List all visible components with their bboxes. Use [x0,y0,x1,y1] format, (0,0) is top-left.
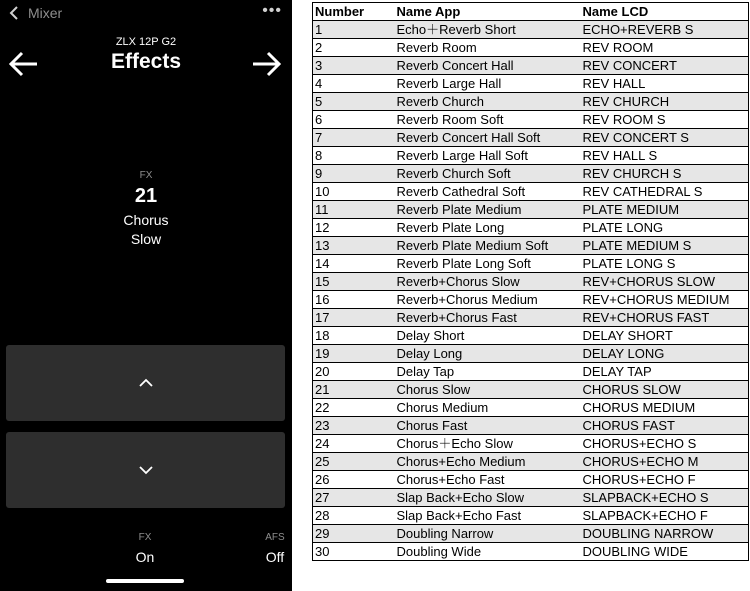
cell-name-app: Reverb Plate Long Soft [395,255,581,273]
afs-toggle-label: AFS [265,532,285,543]
cell-name-lcd: REV HALL [581,75,749,93]
cell-name-app: Chorus＋Echo Slow [395,435,581,453]
cell-name-app: Reverb Church [395,93,581,111]
table-row [313,345,749,363]
cell-number: 27 [313,489,395,507]
cell-number: 8 [313,147,395,165]
table-row [313,57,749,75]
cell-name-app: Reverb Large Hall [395,75,581,93]
table-row [313,327,749,345]
cell-name-app: Chorus Medium [395,399,581,417]
cell-name-app: Reverb+Chorus Medium [395,291,581,309]
cell-name-app: Reverb+Chorus Fast [395,309,581,327]
cell-number: 4 [313,75,395,93]
cell-name-app: Reverb+Chorus Slow [395,273,581,291]
fx-toggle-value: On [135,549,155,565]
table-row [313,291,749,309]
cell-name-lcd: CHORUS MEDIUM [581,399,749,417]
table-row [313,435,749,453]
afs-toggle[interactable] [255,532,292,565]
table-row [313,453,749,471]
table-header-row [313,3,749,21]
arrow-left-icon[interactable] [8,50,40,78]
table-row [313,381,749,399]
table-row [313,147,749,165]
table-row [313,201,749,219]
cell-name-app: Reverb Plate Long [395,219,581,237]
table-row [313,543,749,561]
cell-name-app: Delay Tap [395,363,581,381]
back-label: Mixer [28,5,63,21]
cell-name-app: Delay Long [395,345,581,363]
table-row [313,507,749,525]
cell-name-lcd: PLATE MEDIUM [581,201,749,219]
cell-name-lcd: REV ROOM [581,39,749,57]
cell-name-app: Chorus+Echo Medium [395,453,581,471]
arrow-right-icon[interactable] [250,50,282,78]
cell-name-app: Echo＋Reverb Short [395,21,581,39]
cell-name-app: Reverb Concert Hall [395,57,581,75]
cell-name-lcd: CHORUS FAST [581,417,749,435]
fx-label: FX [139,170,153,181]
cell-name-app: Chorus+Echo Fast [395,471,581,489]
cell-name-app: Reverb Church Soft [395,165,581,183]
cell-name-app: Delay Short [395,327,581,345]
cell-name-lcd: CHORUS+ECHO M [581,453,749,471]
home-indicator[interactable] [106,579,184,583]
table-row [313,219,749,237]
mixer-app-screen [0,0,292,591]
table-row [313,525,749,543]
cell-name-app: Reverb Cathedral Soft [395,183,581,201]
cell-number: 21 [313,381,395,399]
cell-name-lcd: CHORUS+ECHO S [581,435,749,453]
cell-number: 12 [313,219,395,237]
table-row [313,183,749,201]
cell-number: 23 [313,417,395,435]
cell-name-lcd: REV CONCERT [581,57,749,75]
cell-number: 5 [313,93,395,111]
cell-name-app: Reverb Plate Medium Soft [395,237,581,255]
current-effect-display [0,170,292,249]
table-row [313,399,749,417]
cell-number: 2 [313,39,395,57]
cell-number: 16 [313,291,395,309]
cell-name-app: Slap Back+Echo Fast [395,507,581,525]
cell-name-lcd: REV CHURCH S [581,165,749,183]
chevron-down-icon [138,465,154,475]
cell-name-lcd: DELAY SHORT [581,327,749,345]
cell-name-app: Reverb Concert Hall Soft [395,129,581,147]
cell-name-app: Chorus Fast [395,417,581,435]
cell-number: 11 [313,201,395,219]
chevron-left-icon [8,6,20,20]
chevron-up-icon [138,378,154,388]
cell-name-lcd: CHORUS+ECHO F [581,471,749,489]
afs-toggle-value: Off [265,549,285,565]
cell-number: 14 [313,255,395,273]
table-row [313,165,749,183]
cell-name-lcd: SLAPBACK+ECHO F [581,507,749,525]
page-title: Effects [110,50,182,73]
table-row [313,489,749,507]
cell-number: 30 [313,543,395,561]
cell-name-app: Chorus Slow [395,381,581,399]
table-row [313,309,749,327]
cell-number: 19 [313,345,395,363]
table-row [313,129,749,147]
table-row [313,363,749,381]
cell-number: 17 [313,309,395,327]
cell-name-lcd: PLATE LONG S [581,255,749,273]
table-row [313,39,749,57]
cell-number: 26 [313,471,395,489]
cell-name-lcd: DOUBLING WIDE [581,543,749,561]
more-icon[interactable]: ••• [262,2,282,19]
fx-name-line1: Chorus [123,212,169,228]
back-to-mixer-button[interactable] [8,4,62,22]
cell-name-lcd: REV CATHEDRAL S [581,183,749,201]
table-row [313,255,749,273]
cell-number: 29 [313,525,395,543]
cell-number: 13 [313,237,395,255]
cell-name-lcd: REV ROOM S [581,111,749,129]
device-name: ZLX 12P G2 [115,36,177,48]
table-row [313,21,749,39]
fx-toggle-label: FX [138,532,152,543]
header-name-app: Name App [395,3,581,21]
cell-name-lcd: REV+CHORUS SLOW [581,273,749,291]
cell-number: 7 [313,129,395,147]
cell-name-lcd: REV HALL S [581,147,749,165]
cell-number: 22 [313,399,395,417]
table-row [313,111,749,129]
cell-number: 24 [313,435,395,453]
fx-name-line2: Slow [130,231,162,247]
cell-name-lcd: ECHO+REVERB S [581,21,749,39]
table-row [313,93,749,111]
table-row [313,273,749,291]
cell-name-lcd: SLAPBACK+ECHO S [581,489,749,507]
table-row [313,417,749,435]
cell-name-lcd: REV+CHORUS FAST [581,309,749,327]
cell-name-app: Doubling Narrow [395,525,581,543]
effects-table [312,2,749,561]
cell-name-app: Slap Back+Echo Slow [395,489,581,507]
cell-name-app: Reverb Room [395,39,581,57]
cell-number: 1 [313,21,395,39]
cell-name-lcd: PLATE MEDIUM S [581,237,749,255]
cell-name-lcd: DELAY TAP [581,363,749,381]
fx-toggle[interactable] [120,532,170,565]
cell-number: 25 [313,453,395,471]
cell-name-app: Doubling Wide [395,543,581,561]
fx-number: 21 [134,185,158,207]
table-row [313,75,749,93]
cell-number: 10 [313,183,395,201]
cell-name-lcd: REV CONCERT S [581,129,749,147]
table-row [313,237,749,255]
cell-name-app: Reverb Large Hall Soft [395,147,581,165]
cell-name-lcd: DOUBLING NARROW [581,525,749,543]
header-name-lcd: Name LCD [581,3,749,21]
cell-number: 28 [313,507,395,525]
cell-name-app: Reverb Plate Medium [395,201,581,219]
cell-name-lcd: CHORUS SLOW [581,381,749,399]
cell-number: 18 [313,327,395,345]
cell-name-lcd: PLATE LONG [581,219,749,237]
header-number: Number [313,3,395,21]
effect-up-button[interactable] [6,345,285,421]
cell-number: 6 [313,111,395,129]
cell-name-lcd: REV CHURCH [581,93,749,111]
cell-number: 20 [313,363,395,381]
cell-name-lcd: REV+CHORUS MEDIUM [581,291,749,309]
effect-down-button[interactable] [6,432,285,508]
cell-number: 9 [313,165,395,183]
cell-name-app: Reverb Room Soft [395,111,581,129]
cell-number: 15 [313,273,395,291]
cell-number: 3 [313,57,395,75]
cell-name-lcd: DELAY LONG [581,345,749,363]
table-row [313,471,749,489]
